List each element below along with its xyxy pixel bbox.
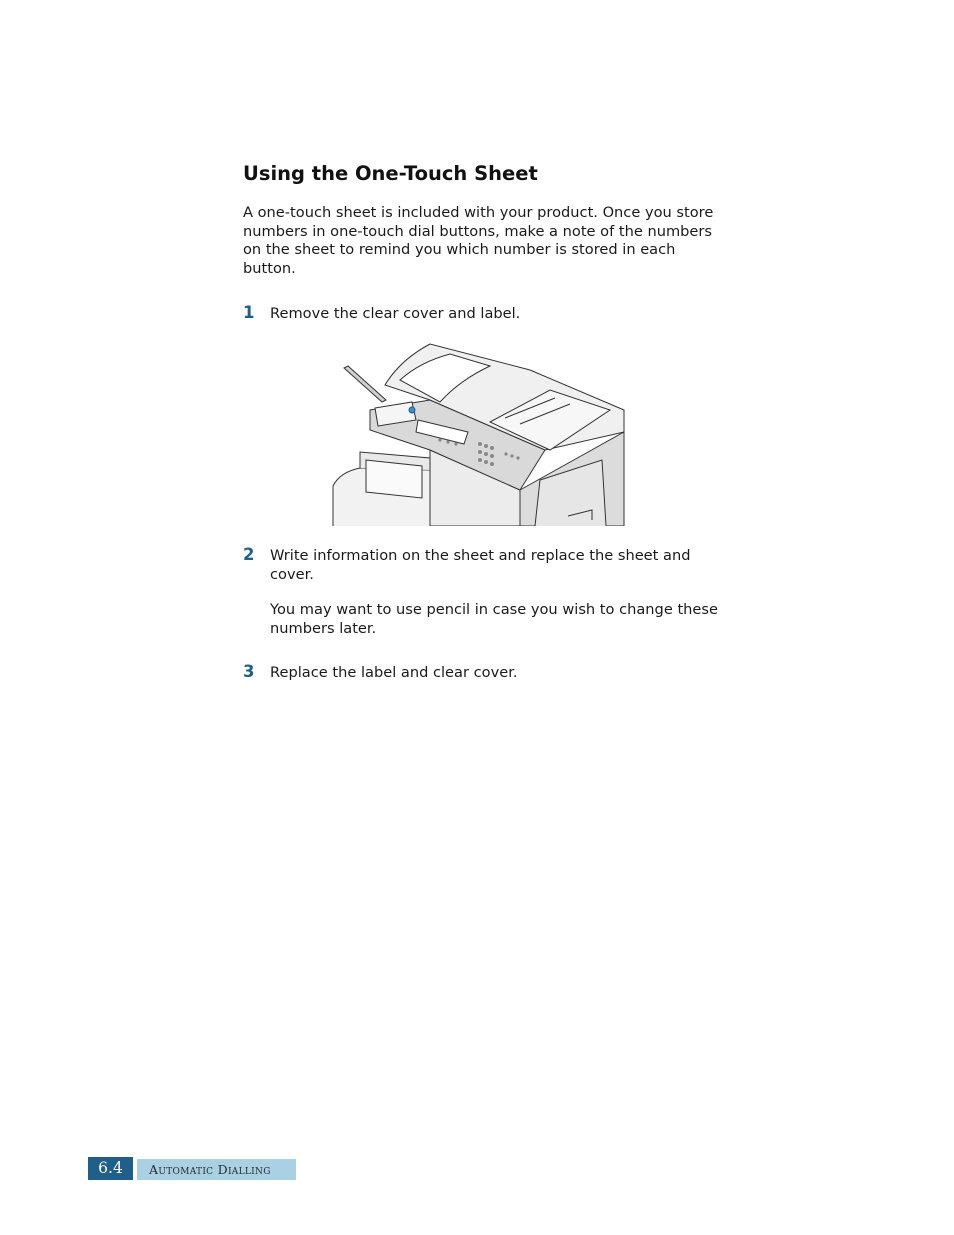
footer-chapter-label: Automatic Dialling — [137, 1159, 296, 1180]
step-1-number: 1 — [243, 303, 255, 322]
step-2-number: 2 — [243, 545, 255, 564]
step-1-text: Remove the clear cover and label. — [270, 305, 521, 322]
fax-machine-illustration — [330, 340, 630, 526]
section-title: Using the One-Touch Sheet — [243, 162, 538, 185]
step-3-text: Replace the label and clear cover. — [270, 664, 518, 681]
step-3-number: 3 — [243, 662, 255, 681]
footer-page-number: 6.4 — [88, 1157, 133, 1180]
intro-paragraph: A one-touch sheet is included with your product. Once you store numbers in one-touch dial buttons, make a note of the numbers on the sheet to remind you which number is stored in each button. — [243, 204, 714, 278]
step-2-note: You may want to use pencil in case you wish to change these numbers later. — [270, 601, 718, 637]
step-2-text: Write information on the sheet and replace the sheet and cover. — [270, 547, 691, 583]
